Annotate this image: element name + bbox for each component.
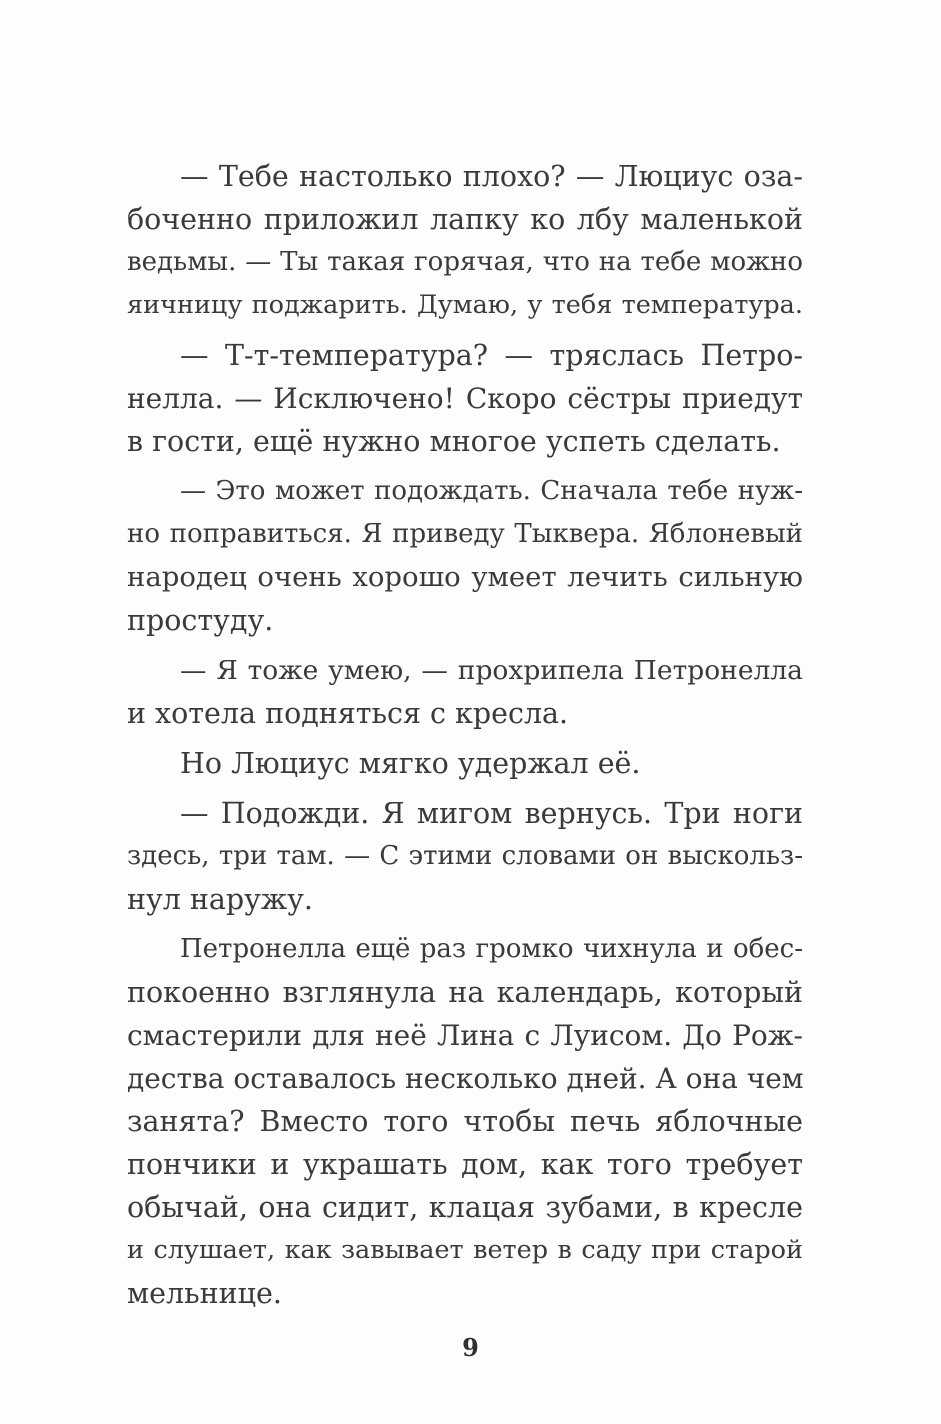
text-line: и слушает, как завывает ветер в саду при старой [127,1235,803,1265]
text-line: народец очень хорошо умеет лечить сильную [127,561,803,593]
paragraph [127,155,803,327]
paragraph [127,649,803,735]
paragraph [127,334,803,463]
paragraph [127,928,803,1315]
text-line: нелла. — Исключено! Скоро сёстры приедут [127,382,803,415]
text-line: — Т-т-температура? — тряслась Петро- [180,339,803,372]
paragraph [127,470,803,642]
text-line: покоенно взглянула на календарь, который [127,976,803,1009]
text-line: но поправиться. Я приведу Тыквера. Яблоневый [127,519,803,549]
text-line: пончики и украшать дом, как того требует [127,1148,803,1181]
text-line: — Это может подождать. Сначала тебе нуж- [180,476,803,506]
text-line: дества оставалось несколько дней. А она чем [127,1062,804,1095]
text-line: ведьмы. — Ты такая горячая, что на тебе можно [127,247,803,277]
page-number: 9 [462,1333,479,1362]
text-line: смастерили для неё Лина с Луисом. До Рож- [127,1019,803,1052]
text-line: яичницу поджарить. Думаю, у тебя температура. [127,290,803,320]
text-line: — Подожди. Я мигом вернусь. Три ноги [180,797,803,830]
text-line: — Тебе настолько плохо? — Люциус оза- [180,160,803,193]
text-line: Но Люциус мягко удержал её. [180,747,641,780]
text-line: нул наружу. [127,883,313,916]
text-line: Петронелла ещё раз громко чихнула и обес- [180,934,803,964]
paragraph [127,742,803,785]
text-line: занята? Вместо того чтобы печь яблочные [127,1105,803,1138]
text-line: простуду. [127,604,274,637]
body-text [127,155,803,1315]
text-line: мельнице. [127,1277,282,1310]
paragraph [127,792,803,921]
text-line: здесь, три там. — С этими словами он выскольз- [127,841,803,871]
text-line: обычай, она сидит, клацая зубами, в кресле [127,1191,803,1224]
text-line: в гости, ещё нужно многое успеть сделать. [127,425,781,458]
text-line: и хотела подняться с кресла. [127,697,569,730]
text-line: боченно приложил лапку ко лбу маленькой [127,203,803,236]
text-line: — Я тоже умею, — прохрипела Петронелла [180,655,803,686]
